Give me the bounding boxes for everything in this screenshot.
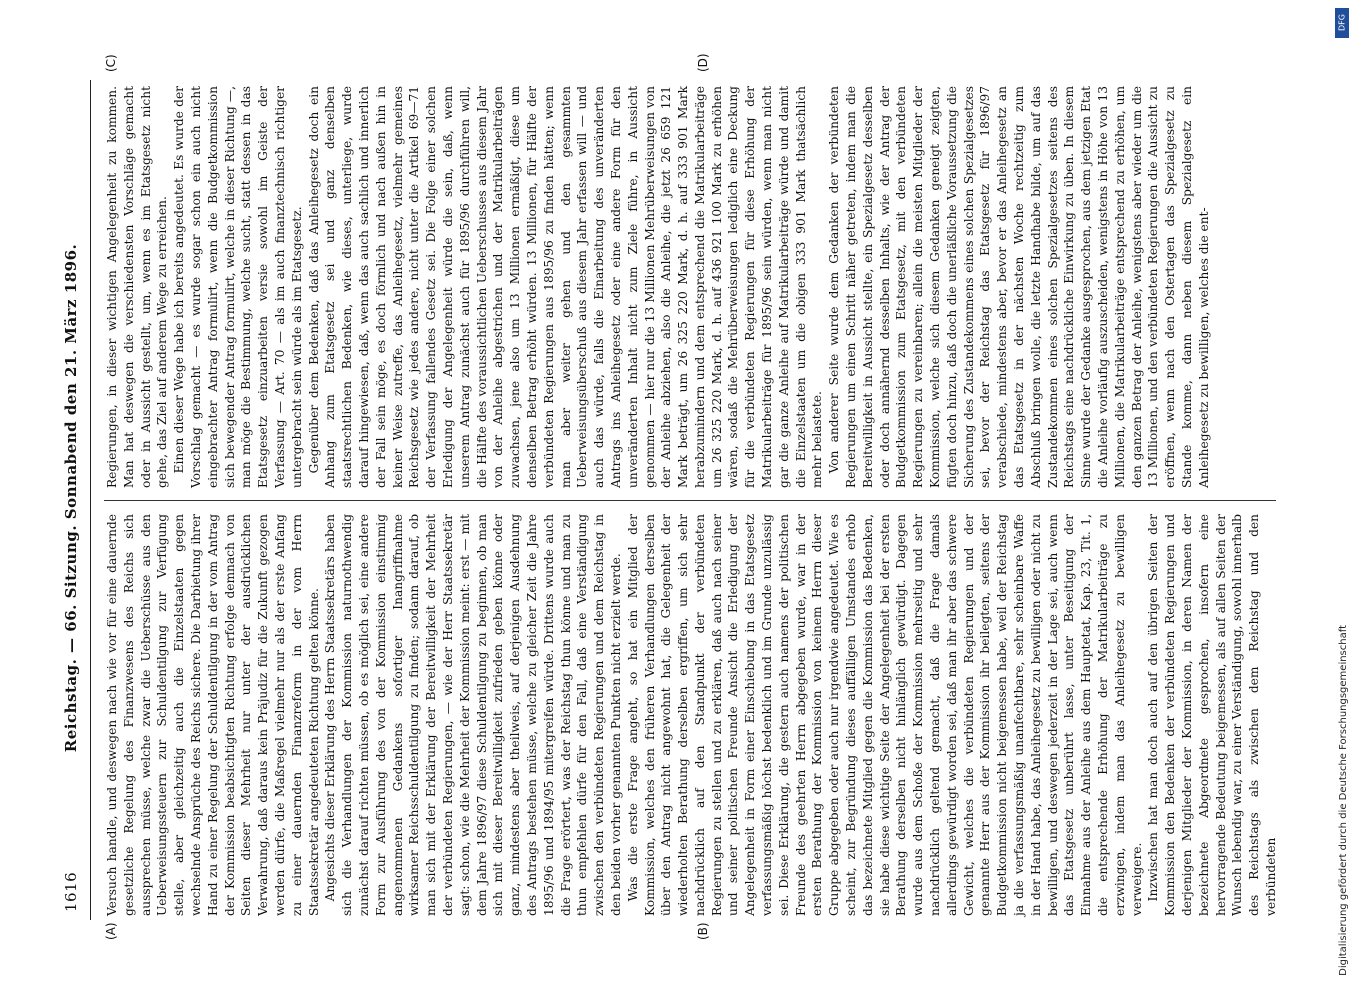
margin-mark-c: (C) bbox=[104, 54, 118, 72]
margin-mark-b: (B) bbox=[696, 922, 710, 940]
right-text-column bbox=[104, 86, 1276, 488]
paragraph: Versuch handle, und deswegen nach wie vor für eine dauernde gesetzliche Regelung des Finanzwesens des Reichs sich aussprechen müsse, welche zwar die Ueberschüsse aus den Ueberweisungssteuern zur Schuldentilgung zur Verfügung stelle, aber gleichzeitig auch die Einzelstaaten gegen wechselnde Ansprüche des Reichs sichere. Die Darbietung ihrer Hand zu einer Regelung der Schuldentilgung in der vom Antrag der Kommission beabsichtigten Richtung erfolge demnach von Seiten dieser Mehrheit nur unter der ausdrücklichen Verwahrung, daß daraus kein Präjudiz für die Zukunft gezogen werden dürfe, die Maßregel vielmehr nur als der erste Anfang zu einer dauernden Finanzreform in der vom Herrn Staatssekretär angedeuteten Richtung gelten könne. bbox=[105, 514, 321, 916]
paragraph: Von anderer Seite wurde dem Gedanken der verbündeten Regierungen um einen Schritt näher getreten, indem man die Bereitwilligkeit in Aussicht stellte, ein Spezialgesetz desselben oder doch annähernd desselben Inhalts, wie der Antrag der Budgetkommission zum Etatsgesetz, mit den verbündeten Regierungen zu vereinbaren; allein die meisten Mitglieder der Kommission, welche sich diesem Gedanken geneigt zeigten, fügten doch hinzu, daß doch die unerläßliche Voraussetzung die Sicherung des Zustandekommens eines solchen Spezialgesetzes sei, bevor der Reichstag das Etatsgesetz für 1896/97 verabschiede, mindestens aber, bevor er das Anleihegesetz an das Etatsgesetz in der nächsten Woche rechtzeitig zum Abschluß bringen wolle, die letzte Handhabe bilde, um auf das Zustandekommen eines solchen Spezialgesetzes seitens des Reichstags eine nachdrückliche Einwirkung zu üben. In diesem Sinne wurde der Gedanke ausgesprochen, aus dem jetzigen Etat die Anleihe vorläufig auszuscheiden, wenigstens in Höhe von 13 Millionen, die Matrikularbeiträge entsprechend zu erhöhen, um den ganzen Betrag der Anleihe, wenigstens aber wieder um die 13 Millionen, und den verbündeten Regierungen die Aussicht zu eröffnen, wenn nach den Ostertagen das Spezialgesetz zu Stande komme, dann neben diesem Spezialgesetz ein Anleihegesetz zu bewilligen, welches die ent- bbox=[827, 86, 1211, 488]
digitization-credit: Digitalisierung gefördert durch die Deutsche Forschungsgemeinschaft bbox=[1338, 625, 1349, 976]
page-number: 1616 bbox=[62, 871, 80, 912]
margin-mark-d: (D) bbox=[696, 53, 710, 72]
column-divider bbox=[104, 500, 1276, 501]
paragraph: Einen dieser Wege habe ich bereits angedeutet. Es wurde der Vorschlag gemacht — es wurde sogar schon ein auch nicht eingebrachter Antrag formulirt, wenn die Budgetkommission sich bewegender Antrag formulirt, welche in dieser Richtung —, man möge die Bestimmung, welche sucht, statt dessen in das Etatsgesetz einzuarbeiten versie sowohl im Geiste der Verfassung — Art. 70 — als im auch finanztechnisch richtiger untergebracht sein würde als im Etatsgesetz. bbox=[172, 86, 304, 488]
paragraph: Regierungen, in dieser wichtigen Angelegenheit zu kommen. Man hat deswegen die verschiedensten Vorschläge gemacht oder in Aussicht gestellt, um, wenn es im Etatsgesetz nicht gehe, das Ziel auf anderem Wege zu erreichen. bbox=[105, 86, 170, 488]
document-page bbox=[46, 50, 1306, 950]
dfg-logo: DFG bbox=[1335, 8, 1349, 38]
left-text-column bbox=[104, 514, 1276, 916]
paragraph: Angesichts dieser Erklärung des Herrn Staatssekretärs haben sich die Verhandlungen der Kommission naturnothwendig zunächst darauf richten müssen, ob es möglich sei, eine andere Form zur Ausführung des von der Kommission einstimmig angenommenen Gedankens sofortiger Inangriffnahme wirksamer Reichsschuldentilgung zu finden; sodann darauf, ob man sich mit der Erklärung der Bereitwilligkeit der Mehrheit der verbündeten Regierungen, — wie der Herr Staatssekretär sagt: schon, wie die Mehrheit der Kommission meint: erst — mit dem Jahre 1896/97 diese Schuldentilgung zu beginnen, ob man sich mit dieser Bereitwilligkeit zufrieden geben könne oder ganz, mindestens aber theilweis, auf derjenigen Ausdehnung des Antrags bestehen müsse, welche zu gleicher Zeit die Jahre 1895/96 und 1894/95 mitergreifen würde. Drittens wurde auch die Frage erörtert, was der Reichstag thun könne und man zu thun empfehlen dürfe für den Fall, daß eine Verständigung zwischen den verbündeten Regierungen und dem Reichstag in den beiden vorher genannten Punkten nicht erzielt werde. bbox=[323, 514, 623, 916]
page-header bbox=[56, 84, 86, 912]
margin-mark-a: (A) bbox=[104, 922, 118, 940]
header-rule bbox=[90, 80, 91, 920]
paragraph: Inzwischen hat man doch auch auf den übrigen Seiten der Kommission den Bedenken der verbündeten Regierungen und derjenigen Mitglieder der Kommission, in deren Namen der bezeichnete Abgeordnete gesprochen, insofern eine hervorragende Bedeutung beigemessen, als auf allen Seiten der Wunsch lebendig war, zu einer Verständigung, sowohl innerhalb des Reichstags als zwischen dem Reichstag und den verbündeten bbox=[1146, 514, 1278, 916]
paragraph: Gegenüber dem Bedenken, daß das Anleihegesetz doch ein Anhang zum Etatsgesetz sei und ganz denselben staatsrechtlichen Bedenken, wie dieses, unterliege, wurde darauf hingewiesen, daß, wenn das auch sachlich und innerlich der Fall sein möge, es doch förmlich und nach außen hin in keiner Weise zutreffe, das Anleihegesetz, vielmehr gemeines Reichsgesetz wie jedes andere, nicht unter die Artikel 69—71 der Verfassung fallendes Gesetz sei. Die Folge einer solchen Erledigung der Angelegenheit würde die sein, daß, wenn unserem Antrag zunächst auch für 1895/96 durchführen will, die Hälfte des voraussichtlichen Ueberschusses aus diesem Jahr von der Anleihe abgestrichen und der Matrikularbeiträgen zuwachsen, jene also um 13 Millionen ermäßigt, diese um denselben Betrag erhöht würden. 13 Millionen, für Hälfte der verbündeten Regierungen aus 1895/96 zu finden hätten; wenn man aber weiter gehen und den gesammten Ueberweisungsüberschuß aus diesem Jahr erfassen will — und auch das würde, falls die Einarbeitung des unveränderten Antrags ins Anleihegesetz oder eine andere Form für den unveränderten Inhalt nicht zum Ziele führe, in Aussicht genommen — hier nur die 13 Millionen Mehrüberweisungen von der Anleihe abziehen, also die Anleihe, die jetzt 26 659 121 Mark beträgt, um 26 325 220 Mark, d. h. auf 333 901 Mark herabzumindern und dem entsprechend die Matrikularbeiträge um 26 325 220 Mark, d. h. auf 436 921 100 Mark zu erhöhen wären, sodaß die Mehrüberweisungen lediglich eine Deckung für die verbündeten Regierungen für diese Erhöhung der Matrikularbeiträge für 1895/96 sein würden, wenn man nicht gar die ganze Anleihe auf Matrikularbeiträge würde und damit die Einzelstaaten um die obigen 333 901 Mark thatsächlich mehr belastete. bbox=[306, 86, 825, 488]
running-title: Reichstag. — 66. Sitzung. Sonnabend den 21. März 1896. bbox=[62, 243, 80, 753]
paragraph: Was die erste Frage angeht, so hat ein Mitglied der Kommission, welches den früheren Verhandlungen derselben über den Antrag nicht angewohnt hat, die Gelegenheit der wiederholten Berathung derselben ergriffen, um sich sehr nachdrücklich auf den Standpunkt der verbündeten Regierungen zu stellen und zu erklären, daß auch nach seiner und seiner politischen Freunde Ansicht die Erledigung der Angelegenheit in Form einer Einschiebung in das Etatsgesetz verfassungsmäßig höchst bedenklich und im Grunde unzulässig sei. Diese Erklärung, die gestern auch namens der politischen Freunde des geehrten Herrn abgegeben wurde, war in der ersten Berathung der Kommission von keinem Herrn dieser Gruppe abgegeben oder auch nur irgendwie angedeutet. Wie es scheint, zur Begründung dieses auffälligen Umstandes erhob das bezeichnete Mitglied gegen die Kommission das Bedenken, sie habe diese wichtige Seite der Angelegenheit bei der ersten Berathung derselben nicht hinlänglich gewürdigt. Dagegen wurde aus dem Schoße der Kommission mehrseitig und sehr nachdrücklich geltend gemacht, daß die Frage damals allerdings gewürdigt worden sei, daß man ihr aber das schwere Gewicht, welches die verbündeten Regierungen und der genannte Herr aus der Kommission ihr beilegten, seitens der Budgetkommission nicht beigemessen habe, weil der Reichstag ja die verfassungsmäßig unanfechtbare, sehr scheinbare Waffe in der Hand habe, das Anleihegesetz zu bewilligen oder nicht zu bewilligen, und deswegen jederzeit in der Lage sei, auch wenn das Etatsgesetz unberührt lasse, unter Beseitigung der Einnahme aus der Anleihe aus dem Hauptetat, Kap. 23, Tit. 1, die entsprechende Erhöhung der Matrikularbeiträge zu erzwingen, indem man das Anleihegesetz zu bewilligen verweigere. bbox=[625, 514, 1144, 916]
